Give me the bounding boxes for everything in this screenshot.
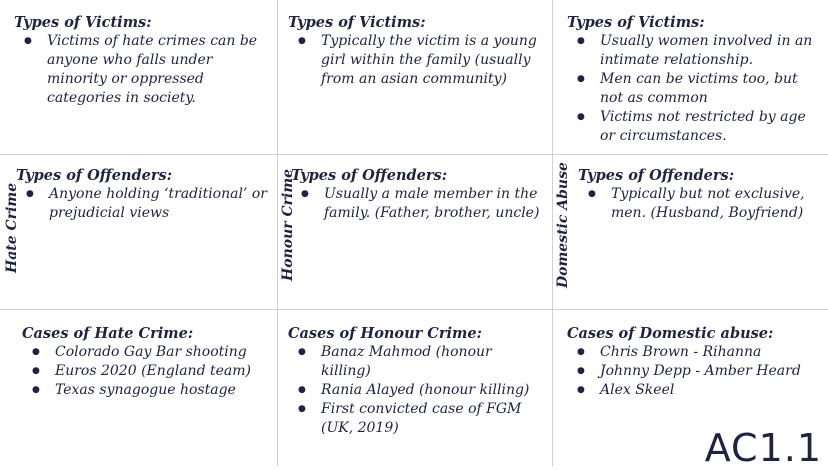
- bullet-item: ● Texas synagogue hostage: [22, 381, 272, 400]
- bullet-list: [14, 32, 272, 108]
- slide-code: AC1.1: [704, 426, 822, 470]
- cell-domestic-offenders: [578, 166, 828, 223]
- bullet-item: ● Alex Skeel: [567, 381, 823, 400]
- row-divider: [0, 154, 828, 155]
- cell-domestic-victims: [567, 13, 823, 146]
- cell-heading: Types of Offenders:: [291, 167, 448, 184]
- cell-heading: Types of Victims:: [567, 14, 705, 31]
- bullet-item: ● Euros 2020 (England team): [22, 362, 272, 381]
- cell-honour-offenders: [291, 166, 546, 223]
- bullet-list: [291, 185, 546, 223]
- bullet-item: ● First convicted case of FGM (UK, 2019): [288, 400, 544, 438]
- cell-domestic-cases: [567, 324, 823, 400]
- bullet-item: ● Johnny Depp - Amber Heard: [567, 362, 823, 381]
- bullet-item: ● Men can be victims too, but not as common: [567, 70, 823, 108]
- bullet-item: ● Anyone holding ‘traditional’ or prejudicial views: [16, 185, 272, 223]
- cell-honour-cases: [288, 324, 544, 438]
- bullet-item: ● Chris Brown - Rihanna: [567, 343, 823, 362]
- column-label-domestic: Domestic Abuse: [555, 162, 571, 288]
- column-divider: [277, 0, 278, 466]
- cell-hate-cases: [22, 324, 272, 400]
- bullet-item: ● Victims of hate crimes can be anyone who falls under minority or oppressed categories in society.: [14, 32, 272, 108]
- column-label-honour: Honour Crime: [280, 168, 296, 281]
- cell-hate-victims: [14, 13, 272, 108]
- bullet-list: [288, 343, 544, 438]
- bullet-item: ● Typically the victim is a young girl within the family (usually from an asian community): [288, 32, 544, 89]
- column-label-hate: Hate Crime: [4, 182, 20, 273]
- bullet-list: [288, 32, 544, 89]
- bullet-list: [567, 32, 823, 146]
- cell-heading: Types of Offenders:: [578, 167, 735, 184]
- bullet-list: [16, 185, 272, 223]
- bullet-list: [567, 343, 823, 400]
- bullet-item: ● Usually a male member in the family. (Father, brother, uncle): [291, 185, 546, 223]
- row-divider: [0, 309, 828, 310]
- bullet-item: ● Rania Alayed (honour killing): [288, 381, 544, 400]
- cell-hate-offenders: [16, 166, 272, 223]
- bullet-item: ● Banaz Mahmod (honour killing): [288, 343, 544, 381]
- bullet-item: ● Victims not restricted by age or circumstances.: [567, 108, 823, 146]
- cell-heading: Types of Victims:: [14, 14, 152, 31]
- cell-heading: Types of Victims:: [288, 14, 426, 31]
- column-divider: [552, 0, 553, 466]
- cell-heading: Cases of Hate Crime:: [22, 325, 194, 342]
- bullet-item: ● Typically but not exclusive, men. (Husband, Boyfriend): [578, 185, 828, 223]
- bullet-item: ● Usually women involved in an intimate relationship.: [567, 32, 823, 70]
- bullet-list: [22, 343, 272, 400]
- cell-heading: Types of Offenders:: [16, 167, 173, 184]
- bullet-item: ● Colorado Gay Bar shooting: [22, 343, 272, 362]
- cell-heading: Cases of Domestic abuse:: [567, 325, 774, 342]
- cell-heading: Cases of Honour Crime:: [288, 325, 482, 342]
- bullet-list: [578, 185, 828, 223]
- cell-honour-victims: [288, 13, 544, 89]
